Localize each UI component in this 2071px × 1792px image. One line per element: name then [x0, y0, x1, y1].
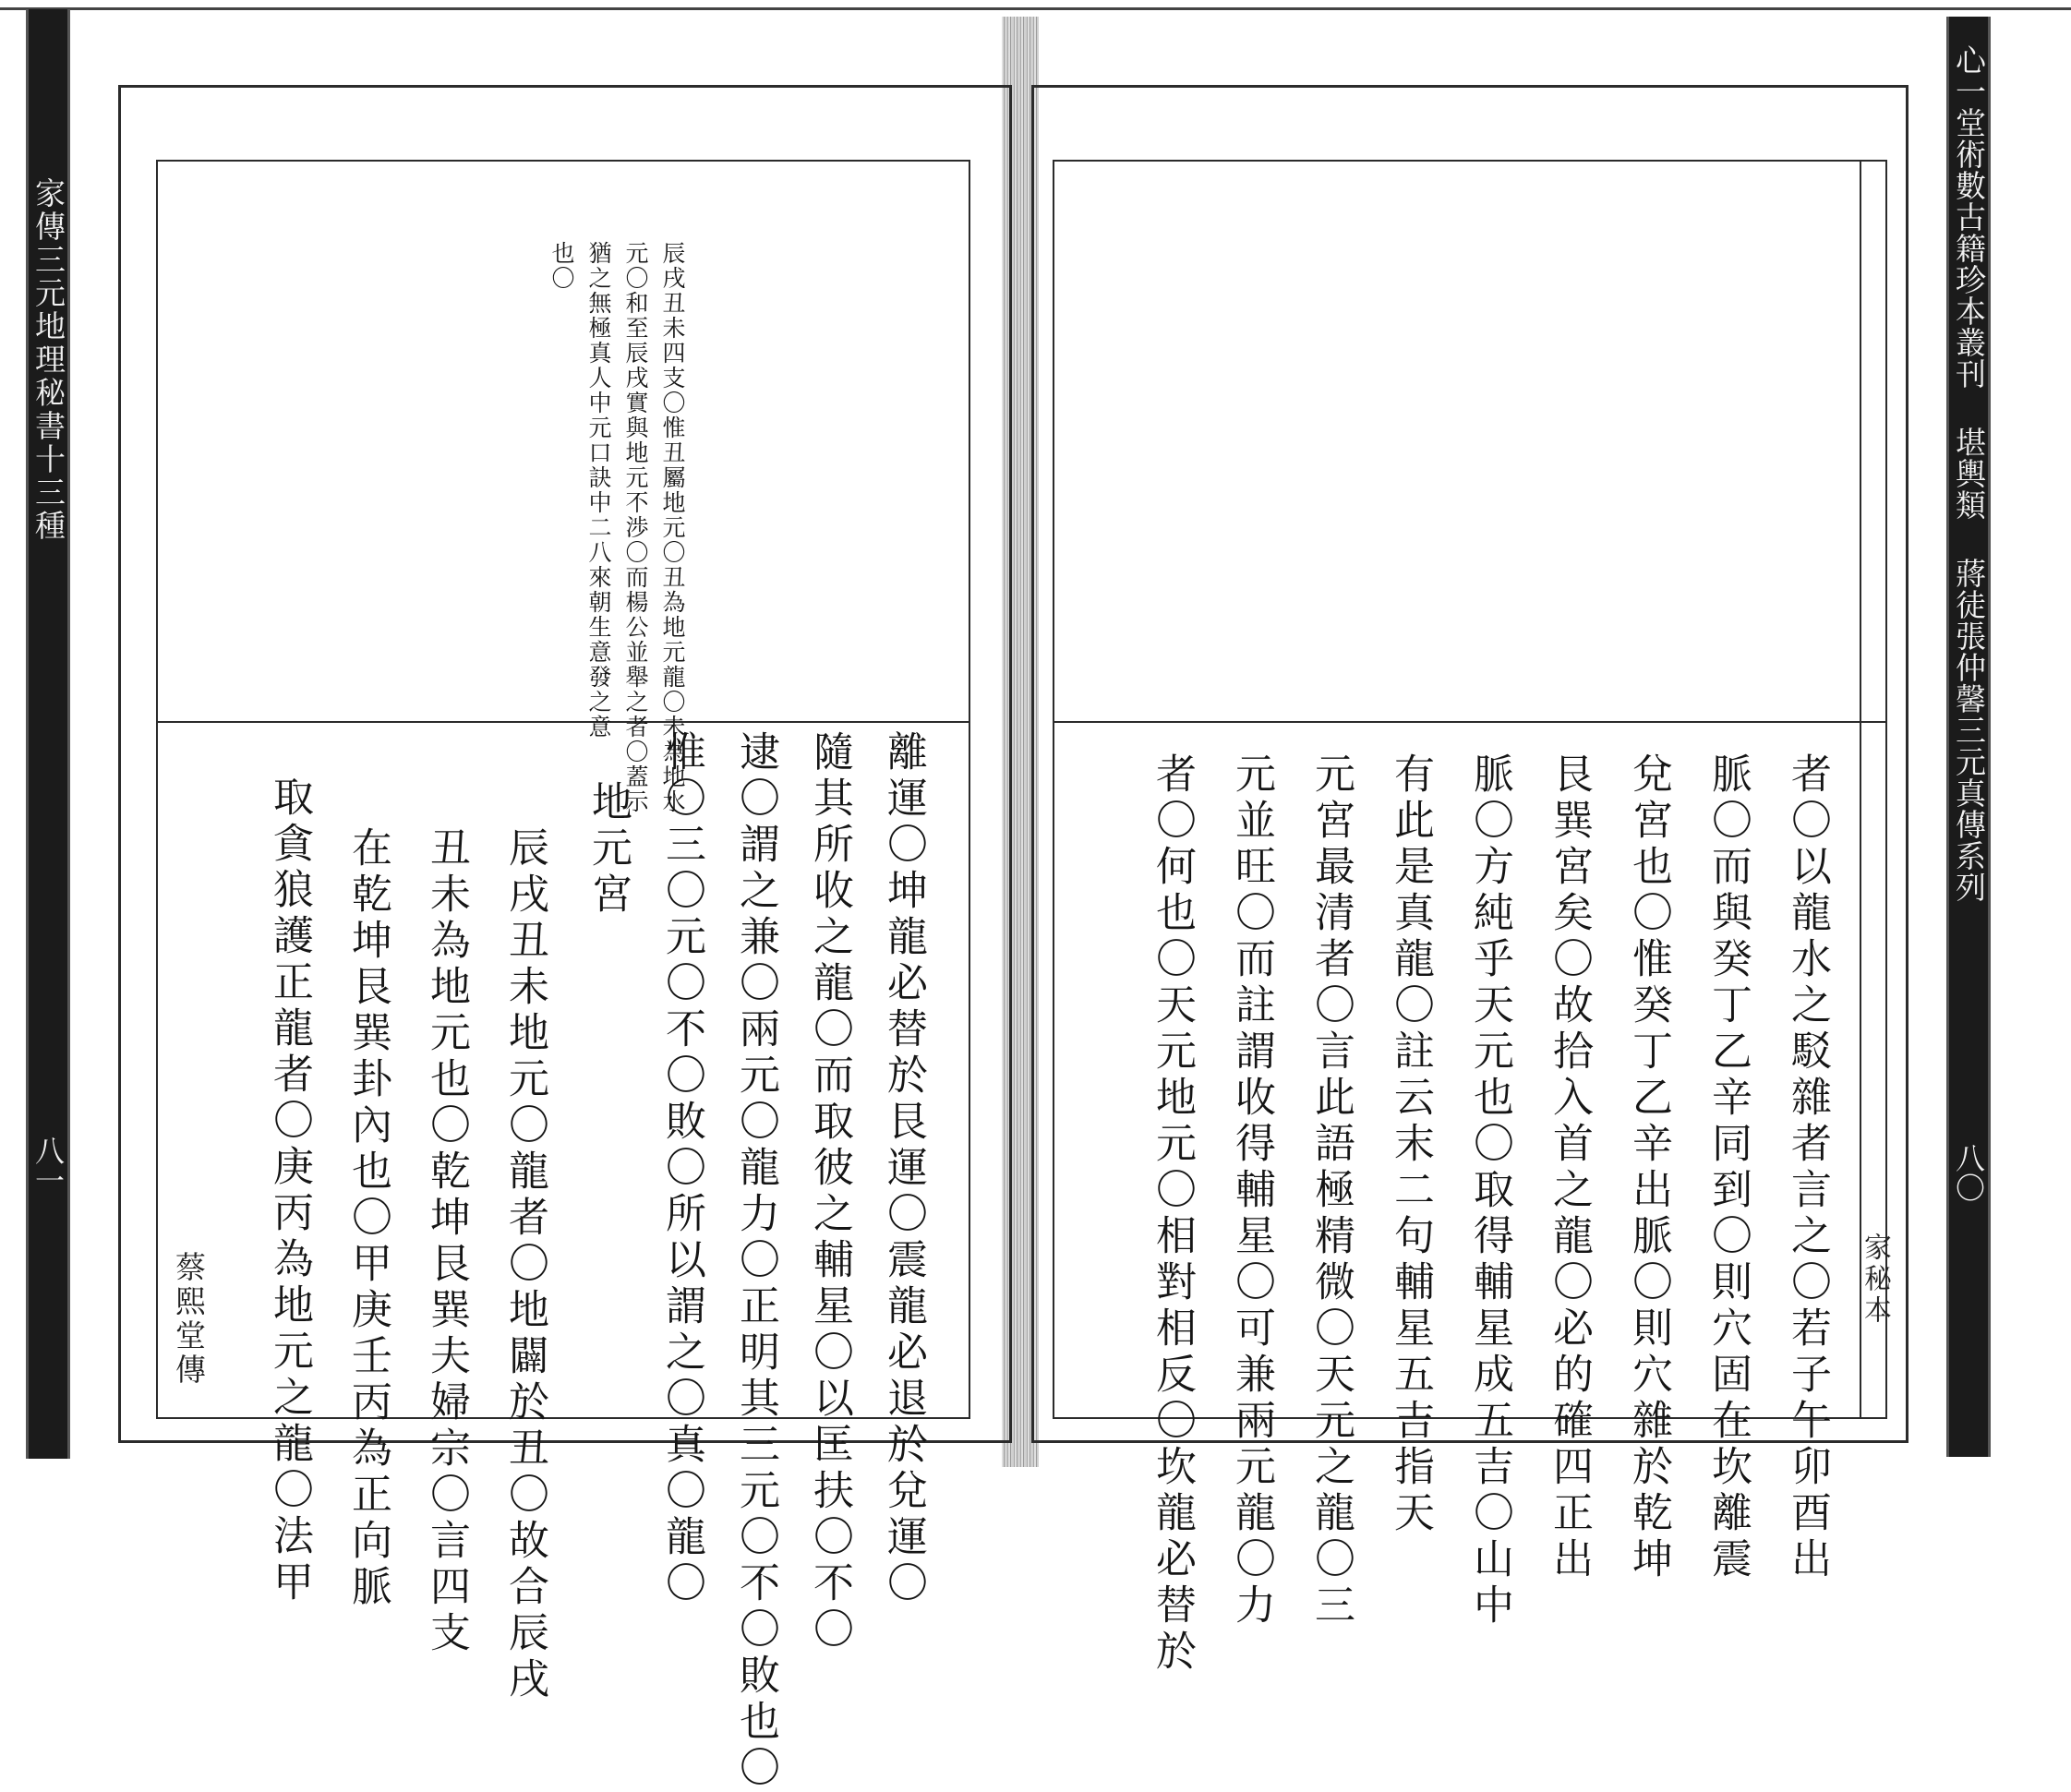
note-column: 辰戌丑未四支〇惟丑屬地元〇丑為地元龍〇未為地水	[659, 241, 686, 814]
text-column: 者〇何也〇天元地元〇相對相反〇坎龍必替於	[1149, 752, 1196, 1676]
right-folio-number: 八〇	[1951, 1143, 1986, 1202]
text-column: 者〇以龍水之駁雜者言之〇若子午卯酉出	[1784, 752, 1831, 1583]
left-page	[118, 85, 1012, 1792]
text-column: 取貪狼護正龍者〇庚丙為地元之龍〇法甲	[266, 776, 313, 1606]
scan-top-edge	[0, 7, 2071, 10]
text-column: 在乾坤艮巽卦內也〇甲庚壬丙為正向脈	[344, 826, 391, 1611]
text-column: 脈〇方純乎天元也〇取得輔星成五吉〇山中	[1466, 752, 1513, 1630]
text-column: 元並旺〇而註謂收得輔星〇可兼兩元龍〇力	[1228, 752, 1275, 1630]
text-column: 艮巽宮矣〇故拾入首之龍〇必的確四正出	[1546, 752, 1593, 1583]
text-column: 脈〇而與癸丁乙辛同到〇則穴固在坎離震	[1704, 752, 1752, 1583]
text-column: 惟〇三〇元〇不〇敗〇所以謂之〇真〇龍〇	[658, 730, 705, 1607]
edition-mark: 家秘本	[1859, 1233, 1891, 1327]
text-column: 有此是真龍〇註云末二句輔星五吉指天	[1387, 752, 1434, 1537]
right-page-divider	[1054, 721, 1885, 723]
right-page-frame	[1053, 160, 1891, 1676]
left-spine-tab	[26, 9, 70, 1459]
left-page-frame	[156, 160, 970, 1792]
note-column: 猶之無極真人中元口訣中二八來朝生意發之意	[585, 241, 612, 740]
text-column: 丑未為地元也〇乾坤艮巽夫婦宗〇言四支	[423, 826, 470, 1657]
text-column: 辰戌丑未地元〇龍者〇地闢於丑〇故合辰戌	[501, 826, 548, 1703]
text-column: 離運〇坤龍必替於艮運〇震龍必退於兌運〇	[880, 730, 927, 1607]
left-page-divider	[158, 721, 969, 723]
section-title: 地元宮	[584, 780, 632, 919]
right-page-margin-rule	[1860, 162, 1861, 1417]
text-column: 隨其所收之龍〇而取彼之輔星〇以匡扶〇不〇	[806, 730, 853, 1654]
text-column: 逮〇謂之兼〇兩元〇龍力〇正明其三元〇不〇敗也〇	[732, 730, 779, 1792]
note-column: 也〇	[548, 241, 575, 291]
text-column: 元宮最清者〇言此語極精微〇天元之龍〇三	[1307, 752, 1355, 1630]
right-spine-title: 心一堂術數古籍珍本叢刊 堪輿類 蔣徒張仲馨三元真傳系列	[1951, 44, 1987, 903]
right-spine-tab	[1946, 17, 1991, 1457]
publisher-mark: 蔡熙堂傳	[171, 1251, 207, 1388]
left-folio-number: 八一	[30, 1136, 66, 1195]
right-page	[1031, 85, 1908, 1676]
left-spine-title: 家傳三元地理秘書十三種	[30, 177, 66, 543]
text-column: 兌宮也〇惟癸丁乙辛出脈〇則穴雜於乾坤	[1625, 752, 1672, 1583]
note-column: 元〇和至辰戌實與地元不渉〇而楊公並舉之者〇蓋示	[622, 241, 649, 814]
